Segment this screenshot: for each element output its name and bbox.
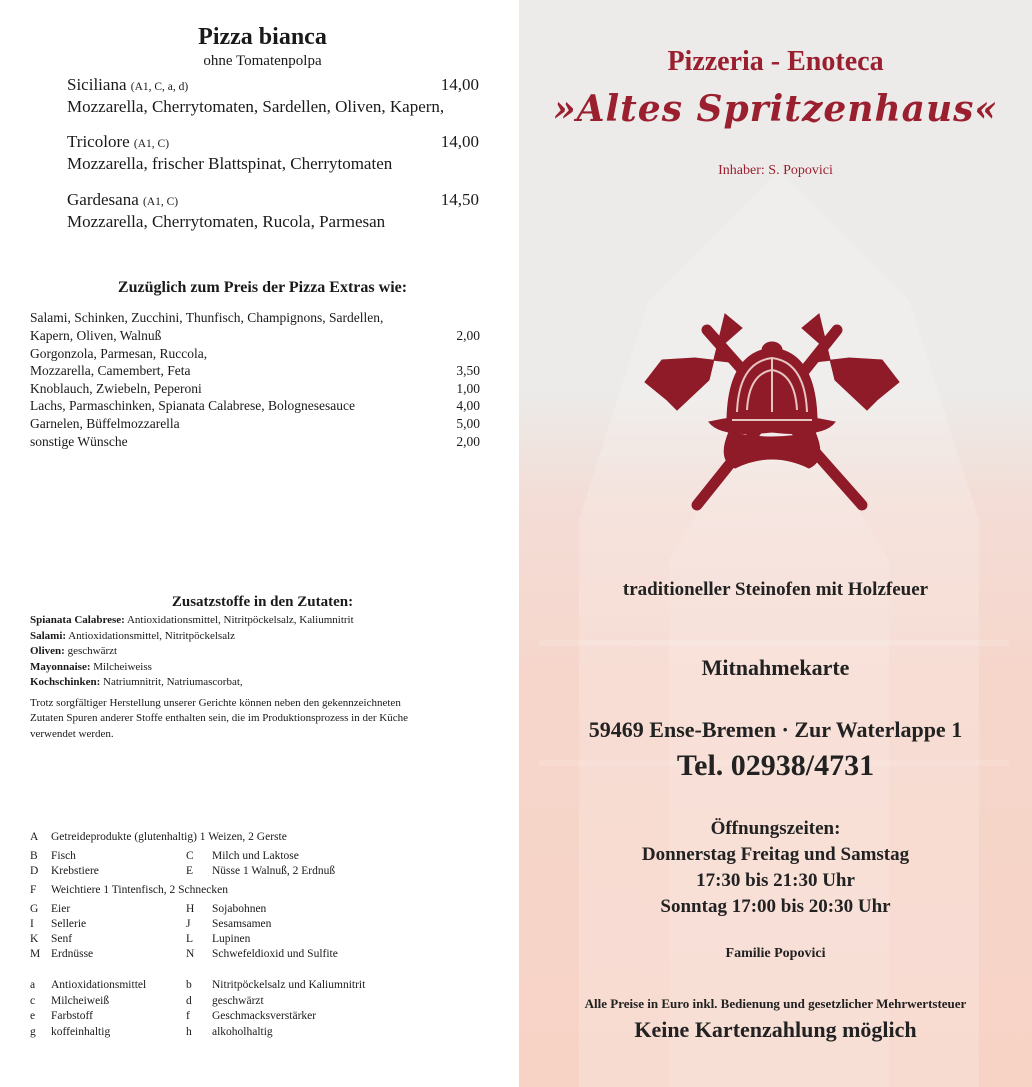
restaurant-type-header: Pizzeria - Enoteca — [667, 46, 884, 77]
menu-cover-page — [519, 0, 1032, 1087]
additive-label: Salami: — [30, 630, 67, 642]
additive-text: Antioxidationsmittel, Nitritpöckelsalz — [66, 630, 236, 642]
allergen-codes: (A1, C) — [133, 138, 170, 150]
additive-text: geschwärzt — [64, 645, 118, 657]
extras-price: 1,00 — [456, 381, 480, 396]
address: 59469 Ense-Bremen · Zur Waterlappe 1 — [588, 717, 963, 742]
legend-code: J — [186, 918, 191, 930]
legend-text: Geschmacksverstärker — [212, 1010, 317, 1022]
disclaimer-line: Zutaten Spuren anderer Stoffe enthalten sein, die im Produktionsprozess in der Küche — [30, 712, 408, 724]
owner-line: Inhaber: S. Popovici — [718, 163, 833, 178]
additive-label: Spianata Calabrese: — [30, 614, 125, 626]
opening-hours-sunday: Sonntag 17:00 bis 20:30 Uhr — [660, 896, 891, 917]
additive-label: Kochschinken: — [30, 676, 101, 688]
legend-text: Antioxidationsmittel — [51, 979, 147, 991]
disclaimer-line: verwendet werden. — [30, 728, 114, 740]
opening-hours-days: Donnerstag Freitag und Samstag — [641, 844, 910, 865]
legend-code: g — [30, 1026, 36, 1038]
additive-line — [30, 661, 152, 673]
legend-text: Milcheiweiß — [51, 995, 110, 1007]
additive-label: Oliven: — [30, 645, 65, 657]
legend-text: geschwärzt — [212, 995, 264, 1007]
legend-code: F — [30, 884, 37, 896]
legend-code: e — [30, 1010, 36, 1022]
legend-code: K — [30, 933, 39, 945]
extras-price: 5,00 — [456, 416, 480, 431]
extras-line: Gorgonzola, Parmesan, Ruccola, — [30, 346, 208, 361]
pizza-price: 14,50 — [440, 190, 479, 209]
legend-text: koffeinhaltig — [51, 1026, 111, 1038]
legend-code: G — [30, 903, 39, 915]
extras-price: 4,00 — [456, 398, 480, 413]
opening-hours-title: Öffnungszeiten: — [710, 818, 841, 839]
additive-line — [30, 645, 117, 657]
legend-code: c — [30, 995, 36, 1007]
extras-line: Kapern, Oliven, Walnuß — [30, 328, 162, 343]
extras-line: Garnelen, Büffelmozzarella — [30, 416, 180, 431]
legend-code: B — [30, 850, 38, 862]
legend-text: alkoholhaltig — [212, 1026, 273, 1038]
no-card-payment-note: Keine Kartenzahlung möglich — [634, 1017, 917, 1042]
legend-code: N — [186, 948, 195, 960]
allergen-codes: (A1, C) — [143, 196, 179, 208]
pizza-item-name — [67, 132, 169, 152]
legend-text: Lupinen — [212, 933, 251, 945]
pizza-bianca-subtitle: ohne Tomatenpolpa — [203, 53, 322, 69]
legend-code: D — [30, 865, 39, 877]
legend-code: b — [186, 979, 192, 991]
extras-line: Salami, Schinken, Zucchini, Thunfisch, Champignons, Sardellen, — [30, 310, 384, 325]
legend-code: I — [30, 918, 34, 930]
price-note: Alle Preise in Euro inkl. Bedienung und gesetzlicher Mehrwertsteuer — [584, 996, 967, 1011]
legend-text: Nüsse 1 Walnuß, 2 Erdnuß — [212, 865, 336, 877]
pizza-item-name — [67, 190, 178, 210]
legend-text: Weichtiere 1 Tintenfisch, 2 Schnecken — [51, 884, 228, 896]
pizza-description: Mozzarella, Cherrytomaten, Rucola, Parmesan — [67, 212, 386, 231]
additive-text: Natriumnitrit, Natriumascorbat, — [100, 676, 243, 688]
disclaimer-line: Trotz sorgfältiger Herstellung unserer Gerichte können neben den gekennzeichneten — [30, 697, 401, 709]
additives-title: Zusatzstoffe in den Zutaten: — [171, 594, 354, 610]
extras-price: 3,50 — [456, 363, 480, 378]
legend-text: Sellerie — [51, 918, 87, 930]
legend-text: Farbstoff — [51, 1010, 93, 1022]
extras-line: Lachs, Parmaschinken, Spianata Calabrese, Bolognesesauce — [30, 398, 356, 413]
legend-text: Senf — [51, 933, 73, 945]
legend-code: L — [186, 933, 194, 945]
extras-line: sonstige Wünsche — [30, 434, 128, 449]
opening-hours-time: 17:30 bis 21:30 Uhr — [696, 870, 855, 891]
oven-tagline: traditioneller Steinofen mit Holzfeuer — [622, 579, 929, 600]
legend-code: f — [186, 1010, 190, 1022]
extras-price: 2,00 — [456, 328, 480, 343]
legend-text: Sojabohnen — [212, 903, 267, 915]
legend-text: Nitritpöckelsalz und Kaliumnitrit — [212, 979, 366, 991]
pizza-bianca-title: Pizza bianca — [198, 24, 327, 50]
additive-line — [30, 630, 235, 642]
menu-type: Mitnahmekarte — [701, 655, 850, 680]
additive-line — [30, 676, 243, 688]
restaurant-name: »Altes Spritzenhaus« — [553, 88, 998, 130]
pizza-name: Gardesana — [67, 190, 139, 209]
legend-code: d — [186, 995, 192, 1007]
legend-text: Fisch — [51, 850, 76, 862]
additive-text: Antioxidationsmittel, Nitritpöckelsalz, Kaliumnitrit — [124, 614, 354, 626]
pizza-description: Mozzarella, frischer Blattspinat, Cherrytomaten — [67, 154, 393, 173]
extras-line: Mozzarella, Camembert, Feta — [30, 363, 191, 378]
pizza-price: 14,00 — [440, 132, 479, 151]
legend-text: Milch und Laktose — [212, 850, 299, 862]
extras-line: Knoblauch, Zwiebeln, Peperoni — [30, 381, 202, 396]
pizza-name: Tricolore — [67, 132, 130, 151]
legend-code: E — [186, 865, 194, 877]
additive-text: Milcheiweiss — [90, 661, 152, 673]
extras-title: Zuzüglich zum Preis der Pizza Extras wie: — [117, 279, 408, 296]
legend-text: Erdnüsse — [51, 948, 94, 960]
legend-text: Getreideprodukte (glutenhaltig) 1 Weizen, 2 Gerste — [51, 831, 287, 843]
pizza-price: 14,00 — [440, 75, 479, 94]
legend-text: Krebstiere — [51, 865, 99, 877]
pizza-item-name — [67, 75, 188, 95]
legend-text: Eier — [51, 903, 71, 915]
legend-text: Schwefeldioxid und Sulfite — [212, 948, 338, 960]
legend-code: C — [186, 850, 194, 862]
legend-code: h — [186, 1026, 192, 1038]
phone-number: Tel. 02938/4731 — [676, 749, 875, 782]
legend-code: a — [30, 979, 36, 991]
additive-label: Mayonnaise: — [30, 661, 91, 673]
additive-line — [30, 614, 354, 626]
legend-code: A — [30, 831, 39, 843]
pizza-name: Siciliana — [67, 75, 127, 94]
legend-text: Sesamsamen — [212, 918, 272, 930]
allergen-codes: (A1, C, a, d) — [130, 81, 189, 93]
legend-code: M — [30, 948, 41, 960]
legend-code: H — [186, 903, 195, 915]
extras-price: 2,00 — [456, 434, 480, 449]
pizza-description: Mozzarella, Cherrytomaten, Sardellen, Oliven, Kapern, — [67, 97, 445, 116]
family-signature: Familie Popovici — [725, 946, 826, 961]
firefighter-helmet-crossed-axes-icon — [637, 300, 907, 520]
